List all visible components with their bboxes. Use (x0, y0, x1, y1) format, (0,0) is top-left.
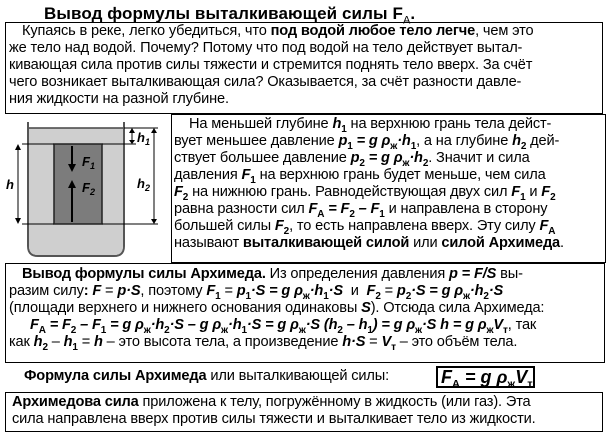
intro-line-1: Купаясь в реке, легко убедиться, что под водой любое тело легче, чем это (22, 23, 534, 39)
immersed-body (54, 144, 102, 224)
intro-line-3: кивающая сила против силы тяжести и стремится поднять тело вверх. За счёт (9, 57, 533, 73)
explain-line-1: На меньшей глубине $h_1$ на верхнюю грань тела дейст- (189, 116, 552, 135)
intro-line-5: ния жидкости на разной глубине. (9, 91, 229, 107)
derivation-line-4: $F_А = F_2 - F_1 = g$ $\rho_ж\cdot h_2\cdot S - g$ $\rho_ж\cdot h_1\cdot S = g$ $\rho_ж\cdot S$ $(h_2 - h_1) = g$ $\rho_ж\cdot S$ h = g $\rho_жV_т$, так (30, 317, 537, 336)
explain-line-8: называют выталкивающей силой или силой Архимеда. (174, 235, 564, 251)
immersed-body-diagram (6, 118, 170, 260)
definition-line-2: сила направлена вверх против силы тяжести и выталкивает тело из жидкости. (12, 411, 536, 427)
derivation-line-5: как $h_2 - h_1 = h$ – это высота тела, а произведение $h\cdot S = V_т$ – это объём тела. (9, 334, 518, 353)
intro-line-2: же тело над водой. Почему? Потому что под водой на тело действует вытал- (9, 40, 523, 56)
page-title: Вывод формулы выталкивающей силы $F_A$. (44, 4, 416, 27)
explain-line-3: ствует большее давление $p_2 = g$ $\rho_ж\cdot h_2$. Значит и сила (174, 150, 530, 169)
h1-label: $h_1$ (137, 130, 150, 147)
h-label: h (6, 177, 14, 192)
formula-caption: Формула силы Архимеда или выталкивающей силы: (24, 368, 390, 384)
archimedes-formula: $F_А = g$ $\rho_жV_т$ (436, 366, 535, 388)
definition-line-1: Архимедова сила приложена к телу, погружённому в жидкость (или газ). Эта (12, 394, 531, 410)
derivation-line-3: (площади верхнего и нижнего основания одинаковы S). Отсюда сила Архимеда: (9, 300, 545, 316)
derivation-line-2: разим силу: F = p·S, поэтому $F_1 = p_1\cdot S = g$ $\rho_ж\cdot h_1\cdot S$ и $F_2 = p_2\cdot S = g$ $\rho_ж\cdot h_2\cdot S$ (9, 283, 504, 302)
intro-line-4: чего возникает выталкивающая сила? Оказывается, за счёт разности давле- (9, 74, 522, 90)
f2-label: $F_2$ (82, 180, 95, 197)
explain-line-2: вует меньшее давление $p_1 = g$ $\rho_ж\cdot h_1$, а на глубине $h_2$ дей- (174, 133, 560, 152)
derivation-line-1: Вывод формулы силы Архимеда. Из определения давления p = F/S вы- (22, 266, 523, 282)
f1-label: $F_1$ (82, 154, 95, 171)
explain-line-4: давления $F_1$ на верхнюю грань будет меньше, чем сила (174, 167, 546, 186)
explain-line-6: равна разности сил $F_А = F_2 - F_1$ и направлена в сторону (174, 201, 548, 220)
explain-line-7: большей силы $F_2$, то есть направлена вверх. Эту силу $F_А$ (174, 218, 556, 237)
explain-line-5: $F_2$ на нижнюю грань. Равнодействующая двух сил $F_1$ и $F_2$ (174, 184, 556, 203)
h2-label: $h_2$ (137, 176, 150, 193)
